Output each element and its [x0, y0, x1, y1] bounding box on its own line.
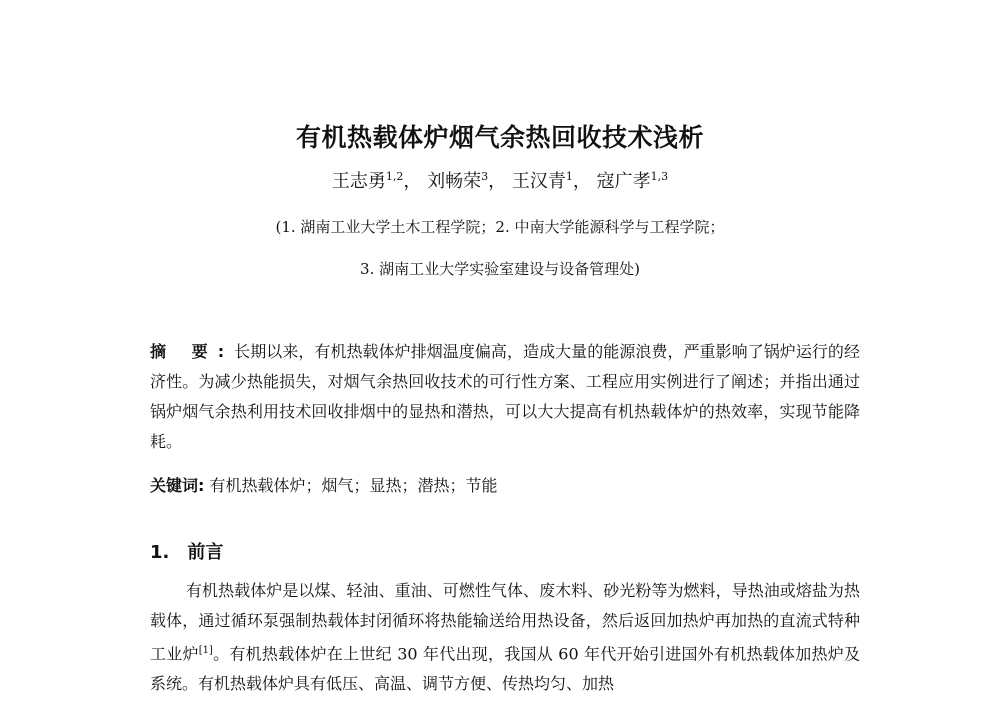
keywords-text: 有机热载体炉；烟气；显热；潜热；节能 [209, 476, 498, 495]
author-separator: ， [572, 171, 591, 192]
author-list [0, 167, 1000, 193]
abstract-label: 摘 要: [150, 342, 235, 361]
author-affiliation-mark: 1,2 [385, 170, 404, 183]
paper-title: 有机热载体炉烟气余热回收技术浅析 [295, 123, 704, 152]
author-affiliation-mark: 3 [481, 170, 489, 183]
section-title: 前言 [187, 542, 224, 563]
intro-text-part-2: 。有机热载体炉在上世纪 30 年代出现，我国从 60 年代开始引进国外有机热载体加热炉及系统。有机热载体炉具有低压、高温、调节方便、传热均匀、加热 [150, 644, 860, 694]
intro-paragraph [150, 576, 860, 699]
author-affiliation-mark: 1 [565, 170, 573, 183]
intro-text-part-1: 有机热载体炉是以煤、轻油、重油、可燃性气体、废木料、砂光粉等为燃料，导热油或熔盐为热载体，通过循环泵强制热载体封闭循环将热能输送给用热设备，然后返回加热炉再加热的直流式特种工业炉 [150, 581, 860, 664]
section-heading [150, 538, 223, 564]
author-affiliation-mark: 1,3 [650, 170, 669, 183]
abstract [150, 337, 860, 457]
author-name: 王汉青 [511, 171, 566, 192]
affiliation-line-1: (1. 湖南工业大学土木工程学院；2. 中南大学能源科学与工程学院； [275, 218, 725, 236]
affiliation-line-2: 3. 湖南工业大学实验室建设与设备管理处) [360, 260, 640, 278]
keywords-label: 关键词: [150, 476, 205, 495]
abstract-text: 长期以来，有机热载体炉排烟温度偏高，造成大量的能源浪费，严重影响了锅炉运行的经济性。为减少热能损失，对烟气余热回收技术的可行性方案、工程应用实例进行了阐述；并指出通过锅炉烟气余热利用技术回收排烟中的显热和潜热，可以大大提高有机热载体炉的热效率，实现节能降耗。 [150, 342, 860, 451]
section-number: 1. [150, 542, 170, 563]
citation-reference: [1] [198, 645, 213, 656]
author-separator: ， [488, 171, 507, 192]
author-name: 刘畅荣 [427, 171, 482, 192]
author-name: 王志勇 [331, 171, 386, 192]
author-separator: ， [403, 171, 422, 192]
author-name: 寇广孝 [596, 171, 651, 192]
keywords [150, 473, 498, 496]
